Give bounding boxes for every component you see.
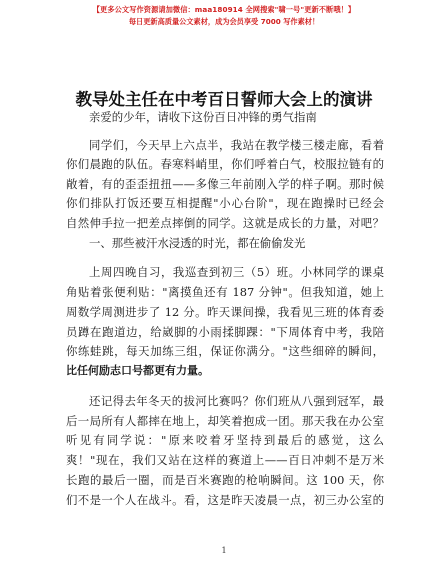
paragraph-line: 们不是一个人在战斗。看，这是昨天凌晨一点，初三办公室的	[66, 493, 384, 507]
paragraph-line: 员蹲在跑道边，给崴脚的小雨揉脚踝："下周体育中考，我陪	[66, 325, 384, 339]
paragraph-line: 比任何励志口号都更有力量。	[66, 364, 209, 377]
paragraph-line: 同学们，今天早上六点半，我站在教学楼三楼走廊，看着	[89, 138, 384, 152]
paragraph-line: 自然伸手拉一把差点摔倒的同学。这就是成长的力量，对吧？	[66, 216, 384, 230]
paragraph-line: 后一局所有人都摔在地上，却笑着抱成一团。那天我在办公室	[66, 414, 384, 428]
paragraph-line: 你练蛙跳，每天加练三组，保证你满分。"这些细碎的瞬间，	[66, 344, 384, 358]
paragraph-line: 还记得去年冬天的拔河比赛吗？你们班从八强到冠军，最	[89, 394, 384, 408]
page-number: 1	[221, 546, 227, 555]
paragraph-line: 听见有同学说："原来咬着牙坚持到最后的感觉，这么	[66, 433, 384, 447]
subtitle-line: 亲爱的少年，请收下这份百日冲锋的勇气指南	[89, 110, 317, 124]
paragraph-line: 角贴着张便利贴："离摸鱼还有 187 分钟"。但我知道，她上	[66, 285, 384, 299]
header-banner	[0, 4, 448, 28]
section-heading: 一、那些被汗水浸透的时光，都在偷偷发光	[89, 236, 306, 250]
banner-line-1: 【更多公文写作资源请加微信：maa180914 全网搜索"啸一号"更新不断哦！】	[92, 5, 356, 14]
paragraph-line: 爽！"现在，我们又站在这样的赛道上——百日冲刺不是万米	[66, 453, 384, 467]
banner-line-2: 每日更新高质量公文素材，成为会员享受 7000 写作素材！	[128, 17, 320, 26]
paragraph-line: 你们晨跑的队伍。春寒料峭里，你们呼着白气，校服拉链有的	[66, 157, 384, 171]
paragraph-line: 长跑的最后一圈，而是百米赛跑的枪响瞬间。这 100 天，你	[66, 473, 384, 487]
paragraph-line: 敞着，有的歪歪扭扭——多像三年前刚入学的样子啊。那时候	[66, 177, 384, 191]
paragraph-line: 周数学周测进步了 12 分。昨天课间操，我看见三班的体育委	[66, 305, 384, 319]
document-title: 教导处主任在中考百日誓师大会上的演讲	[75, 90, 373, 109]
paragraph-line: 上周四晚自习，我巡查到初三（5）班。小林同学的课桌	[89, 265, 384, 279]
paragraph-line: 你们排队打饭还要互相提醒"小心台阶"，现在跑操时已经会	[66, 196, 384, 210]
